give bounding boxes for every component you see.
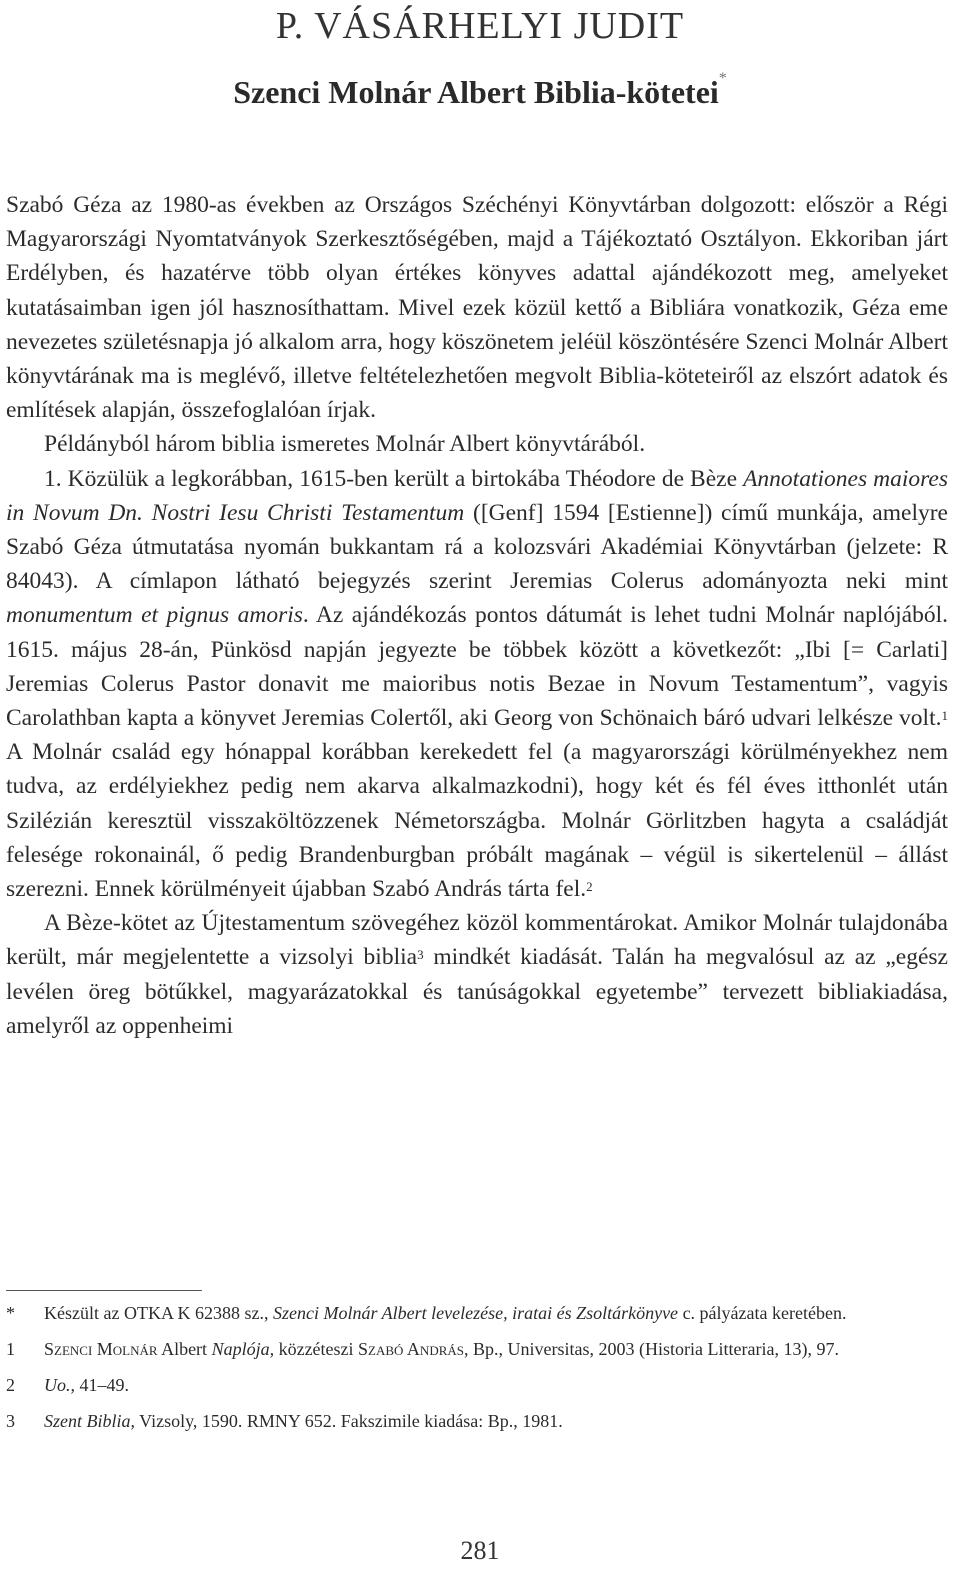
paragraph-4-text-a: A Bèze-kötet az Újtestamentum szövegéhez közöl kommentárokat. Amikor Molnár tulajdonába került, már megjelentette a vizsolyi biblia <box>6 910 948 971</box>
footnote-1 <box>6 1336 948 1362</box>
paragraph-1: Szabó Géza az 1980-as években az Országos Széchényi Könyvtárban dolgozott: először a Régi Magyarországi Nyomtatványok Szerkesztőségében, majd a Tájékoztató Osztályon. Ekkoriban járt Erdélyben, és hazatérve több olyan értékes könyves adattal ajándékozott meg, amelyeket kutatásaimban igen jól hasznosíthattam. Mivel ezek közül kettő a Bibliára vonatkozik, Géza eme nevezetes születésnapja jó alkalom arra, hogy köszönetem jeléül köszöntésére Szenci Molnár Albert könyvtárának ma is meglévő, illetve feltételezhetően megvolt Biblia-köteteiről az elszórt adatok és említések alapján, összefoglalóan írjak. <box>6 192 948 424</box>
footnote-text <box>44 1336 948 1362</box>
footnote-segment: , Bp., Universitas, 2003 (Historia Litteraria, 13), 97. <box>464 1339 839 1359</box>
page-number: 281 <box>460 1536 500 1565</box>
footnote-segment: c. pályázata keretében. <box>678 1303 847 1323</box>
article-title <box>0 70 960 111</box>
footnote-segment: Készült az OTKA K 62388 sz., <box>44 1303 273 1323</box>
footnote-italic: Naplója, <box>211 1339 275 1359</box>
paragraph-3-text-f: A Molnár család egy hónappal korábban kerekedett fel (a magyarországi körülményekhez nem tudva, az erdélyiekhez pedig nem akarva alkalmazkodni), hogy két és fél éves itthonlét után Szilézián keresztül visszaköltözzenek Németországba. Molnár Görlitzben hagyta a családját felesége rokonainál, ő pedig Brandenburgban próbált magának – végül is sikertelenül – állást szerezni. Ennek körülményeit újabban Szabó András tárta fel. <box>6 739 948 903</box>
footnote-mark: 3 <box>6 1411 15 1431</box>
footnote-3 <box>6 1408 948 1434</box>
footnote-divider <box>6 1290 202 1291</box>
footnote-italic: Uo., <box>44 1375 75 1395</box>
footnote-segment: közzéteszi <box>274 1339 359 1359</box>
footnote-ref-1[interactable]: 1 <box>941 708 948 724</box>
footnote-italic: Szent Biblia, <box>44 1411 135 1431</box>
footnote-italic: Szenci Molnár Albert levelezése, iratai és Zsoltárkönyve <box>272 1303 679 1323</box>
footnote-segment: 41–49. <box>75 1375 129 1395</box>
footnote-text <box>44 1300 948 1326</box>
footnote-segment: Albert <box>157 1339 212 1359</box>
footnote-mark: * <box>6 1303 15 1323</box>
paragraph-4-text-b: mindkét kiadását. Talán ha megvalósul az az „egész levélen öreg bötűkkel, magyarázatokkal és tanúságokkal egyetembe” tervezett bibliakiadása, amelyről az oppenheimi <box>6 944 948 1039</box>
latin-phrase: monumentum et pignus amoris <box>6 602 303 629</box>
author-name: P. VÁSÁRHELYI JUDIT <box>275 5 685 47</box>
paragraph-3-text-e: . Az ajándékozás pontos dátumát is lehet tudni Molnár naplójából. 1615. május 28-án, Pünkösd napján jegyezte be többek között a következőt: „Ibi [= Carlati] Jeremias Colerus Pastor donavit me maioribus notis Bezae in Novum Testamentum”, vagyis Carolathban kapta a könyvet Jeremias Colertől, aki Georg von Schönaich báró udvari lelkésze volt. <box>6 602 948 732</box>
paragraph-4 <box>6 906 948 1043</box>
bèze-work-title: Annotationes maiores in Novum Dn. Nostri Iesu Christi Testamentum <box>6 465 948 526</box>
footnotes <box>6 1300 948 1444</box>
footnote-text <box>44 1408 948 1434</box>
title-footnote-mark: * <box>718 70 727 87</box>
footnote-text <box>44 1372 948 1398</box>
paragraph-3-text-c: ([Genf] 1594 [Estienne]) című munkája, amelyre Szabó Géza útmutatása nyomán bukkantam rá a kolozsvári Akadémiai Könyvtárban (jelzete: R 84043). A címlapon látható bejegyzés szerint Jeremias Colerus adományozta neki mint <box>6 499 948 595</box>
footnote-ref-2[interactable]: 2 <box>586 879 593 895</box>
footnote-mark: 2 <box>6 1375 15 1395</box>
paragraph-2: Példányból három biblia ismeretes Molnár Albert könyvtárából. <box>44 431 646 458</box>
article-title-text: Szenci Molnár Albert Biblia-kötetei <box>233 74 719 110</box>
footnote-star <box>6 1300 948 1326</box>
paragraph-3 <box>6 462 948 907</box>
paragraph-3-text-a: 1. Közülük a legkorábban, 1615-ben került a birtokába Théodore de Bèze <box>44 465 744 492</box>
footnote-author: Szenci Molnár <box>44 1339 158 1359</box>
footnote-mark: 1 <box>6 1339 15 1359</box>
footnote-ref-3[interactable]: 3 <box>417 947 424 963</box>
footnote-segment: Vizsoly, 1590. RMNY 652. Fakszimile kiadása: Bp., 1981. <box>135 1411 563 1431</box>
footnote-editor: Szabó András <box>358 1339 465 1359</box>
footnote-2 <box>6 1372 948 1398</box>
article-body <box>6 188 948 1043</box>
